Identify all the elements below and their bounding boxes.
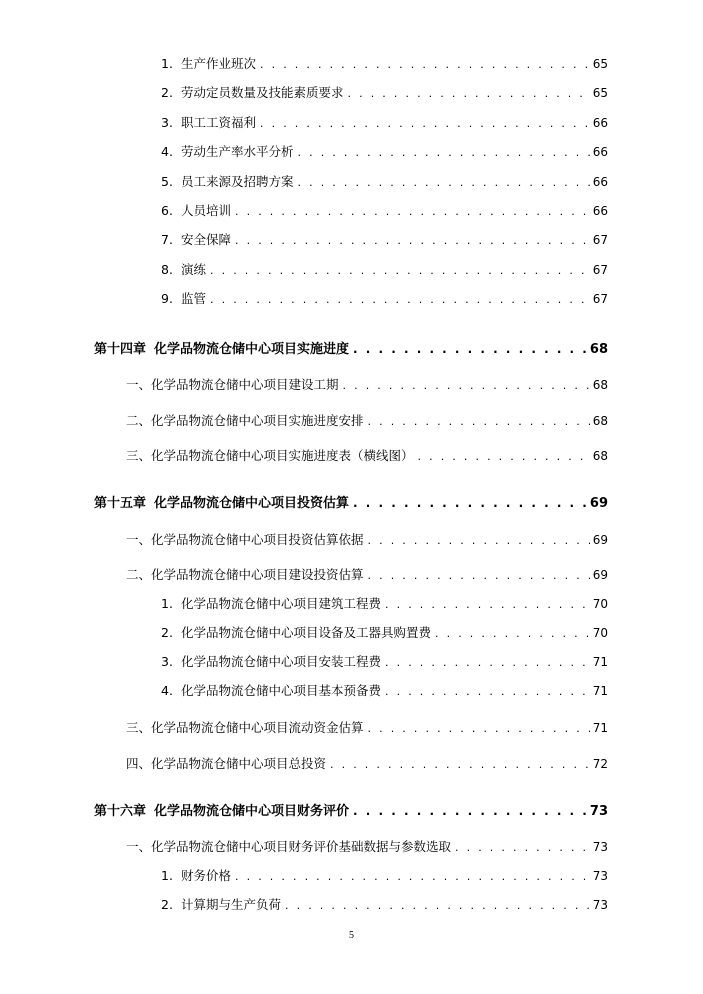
toc-entry-number: 二、 xyxy=(126,413,152,428)
toc-entry[interactable] xyxy=(161,231,608,250)
toc-entry-number: 1. xyxy=(161,596,173,611)
toc-entry-number: 3. xyxy=(161,654,173,669)
toc-leader-dots xyxy=(235,203,590,221)
toc-entry-number: 4. xyxy=(161,144,173,159)
toc-leader-dots xyxy=(210,291,590,309)
toc-chapter-number: 第十五章 xyxy=(94,496,147,511)
toc-entry[interactable] xyxy=(161,261,608,280)
toc-entry-title: 化学品物流仓储中心项目实施进度表（横线图） xyxy=(151,448,414,463)
toc-section-entry[interactable] xyxy=(126,719,608,738)
toc-leader-dots xyxy=(418,448,590,466)
toc-leader-dots xyxy=(353,802,589,820)
toc-entry-page: 69 xyxy=(592,568,608,582)
toc-entry[interactable] xyxy=(161,595,608,614)
toc-leader-dots xyxy=(368,413,590,431)
toc-entry-title: 化学品物流仓储中心项目安装工程费 xyxy=(181,654,382,669)
toc-entry-title: 化学品物流仓储中心项目实施进度安排 xyxy=(151,413,364,428)
toc-entry-title: 化学品物流仓储中心项目设备及工器具购置费 xyxy=(181,625,432,640)
toc-entry-page: 68 xyxy=(589,342,608,357)
toc-leader-dots xyxy=(385,683,590,701)
toc-entry-title: 职工工资福利 xyxy=(181,115,257,130)
toc-entry[interactable] xyxy=(161,290,608,309)
toc-entry-page: 71 xyxy=(592,655,608,669)
toc-entry[interactable] xyxy=(161,84,608,103)
toc-leader-dots xyxy=(210,262,590,280)
toc-section-entry[interactable] xyxy=(126,447,608,466)
toc-entry[interactable] xyxy=(161,653,608,672)
toc-entry-title: 计算期与生产负荷 xyxy=(181,897,282,912)
toc-leader-dots xyxy=(343,377,590,395)
toc-entry-page: 69 xyxy=(589,496,608,511)
toc-leader-dots xyxy=(330,756,590,774)
toc-section-entry[interactable] xyxy=(126,838,608,857)
toc-entry[interactable] xyxy=(161,682,608,701)
toc-chapter-title: 化学品物流仓储中心项目实施进度 xyxy=(154,342,350,357)
toc-entry-title: 化学品物流仓储中心项目建筑工程费 xyxy=(181,596,382,611)
toc-entry-page: 73 xyxy=(592,898,608,912)
toc-entry-number: 8. xyxy=(161,262,173,277)
toc-section-entry[interactable] xyxy=(126,412,608,431)
toc-entry-page: 71 xyxy=(592,684,608,698)
toc-entry-title: 监管 xyxy=(181,291,207,306)
toc-leader-dots xyxy=(368,720,590,738)
toc-entry-title: 员工来源及招聘方案 xyxy=(181,174,294,189)
toc-leader-dots xyxy=(368,567,590,585)
toc-section-entry[interactable] xyxy=(126,376,608,395)
page-number: 5 xyxy=(349,930,354,941)
toc-entry-page: 66 xyxy=(592,145,608,159)
toc-leader-dots xyxy=(435,625,590,643)
toc-entry-number: 二、 xyxy=(126,567,152,582)
toc-entry-title: 劳动定员数量及技能素质要求 xyxy=(181,85,344,100)
toc-entry[interactable] xyxy=(161,624,608,643)
toc-entry-page: 73 xyxy=(592,869,608,883)
toc-entry-title: 演练 xyxy=(181,262,207,277)
toc-entry-number: 2. xyxy=(161,625,173,640)
toc-leader-dots xyxy=(235,232,590,250)
toc-entry-number: 3. xyxy=(161,115,173,130)
toc-entry-page: 72 xyxy=(592,757,608,771)
toc-entry-page: 68 xyxy=(592,378,608,392)
toc-chapter-number: 第十六章 xyxy=(94,804,147,819)
toc-section-entry[interactable] xyxy=(126,531,608,550)
toc-entry[interactable] xyxy=(161,896,608,915)
toc-entry-page: 73 xyxy=(589,804,608,819)
toc-leader-dots xyxy=(385,596,590,614)
toc-entry-page: 67 xyxy=(592,233,608,247)
toc-entry-title: 劳动生产率水平分析 xyxy=(181,144,294,159)
toc-entry-number: 7. xyxy=(161,232,173,247)
toc-entry-number: 4. xyxy=(161,683,173,698)
toc-entry-page: 70 xyxy=(592,597,608,611)
toc-leader-dots xyxy=(353,340,589,358)
toc-entry-number: 三、 xyxy=(126,720,152,735)
toc-entry-number: 2. xyxy=(161,897,173,912)
toc-entry-title: 化学品物流仓储中心项目投资估算依据 xyxy=(151,532,364,547)
toc-entry-title: 化学品物流仓储中心项目财务评价基础数据与参数选取 xyxy=(151,839,452,854)
toc-entry-title: 财务价格 xyxy=(181,868,232,883)
toc-leader-dots xyxy=(260,56,590,74)
toc-entry-page: 69 xyxy=(592,533,608,547)
toc-entry-number: 5. xyxy=(161,174,173,189)
toc-chapter-title: 化学品物流仓储中心项目财务评价 xyxy=(154,804,350,819)
toc-entry-title: 安全保障 xyxy=(181,232,232,247)
toc-entry-page: 73 xyxy=(592,840,608,854)
toc-entry[interactable] xyxy=(161,55,608,74)
toc-entry-number: 1. xyxy=(161,56,173,71)
toc-entry-title: 化学品物流仓储中心项目建设工期 xyxy=(151,377,339,392)
toc-entry[interactable] xyxy=(161,202,608,221)
toc-entry-page: 71 xyxy=(592,721,608,735)
toc-leader-dots xyxy=(298,144,590,162)
toc-entry-number: 一、 xyxy=(126,377,152,392)
toc-entry-page: 65 xyxy=(592,57,608,71)
toc-entry-title: 生产作业班次 xyxy=(181,56,257,71)
toc-chapter-entry[interactable] xyxy=(94,494,608,513)
toc-entry-page: 67 xyxy=(592,292,608,306)
toc-leader-dots xyxy=(353,494,589,512)
toc-entry-number: 9. xyxy=(161,291,173,306)
toc-leader-dots xyxy=(298,174,590,192)
toc-entry-title: 化学品物流仓储中心项目总投资 xyxy=(151,756,327,771)
toc-entry[interactable] xyxy=(161,867,608,886)
toc-entry-title: 化学品物流仓储中心项目基本预备费 xyxy=(181,683,382,698)
toc-chapter-number: 第十四章 xyxy=(94,342,147,357)
toc-leader-dots xyxy=(368,532,590,550)
toc-entry-title: 人员培训 xyxy=(181,203,232,218)
toc-entry-page: 66 xyxy=(592,116,608,130)
toc-entry-page: 67 xyxy=(592,263,608,277)
toc-entry-number: 一、 xyxy=(126,839,152,854)
toc-leader-dots xyxy=(235,868,590,886)
toc-leader-dots xyxy=(348,85,590,103)
toc-entry-number: 6. xyxy=(161,203,173,218)
toc-leader-dots xyxy=(260,115,590,133)
toc-entry-title: 化学品物流仓储中心项目流动资金估算 xyxy=(151,720,364,735)
toc-entry-number: 四、 xyxy=(126,756,152,771)
toc-entry-page: 65 xyxy=(592,86,608,100)
toc-entry[interactable] xyxy=(161,114,608,133)
toc-entry-page: 66 xyxy=(592,204,608,218)
toc-entry-page: 66 xyxy=(592,175,608,189)
toc-entry-page: 70 xyxy=(592,626,608,640)
toc-leader-dots xyxy=(385,654,590,672)
toc-entry-number: 一、 xyxy=(126,532,152,547)
toc-entry-number: 2. xyxy=(161,85,173,100)
toc-entry[interactable] xyxy=(161,173,608,192)
toc-entry-title: 化学品物流仓储中心项目建设投资估算 xyxy=(151,567,364,582)
toc-entry-number: 三、 xyxy=(126,448,152,463)
toc-leader-dots xyxy=(285,897,590,915)
toc-entry[interactable] xyxy=(161,143,608,162)
toc-entry-page: 68 xyxy=(592,414,608,428)
toc-section-entry[interactable] xyxy=(126,566,608,585)
toc-chapter-title: 化学品物流仓储中心项目投资估算 xyxy=(154,496,350,511)
toc-section-entry[interactable] xyxy=(126,755,608,774)
toc-leader-dots xyxy=(455,839,590,857)
toc-entry-page: 68 xyxy=(592,449,608,463)
toc-chapter-entry[interactable] xyxy=(94,802,608,821)
toc-chapter-entry[interactable] xyxy=(94,340,608,359)
toc-entry-number: 1. xyxy=(161,868,173,883)
